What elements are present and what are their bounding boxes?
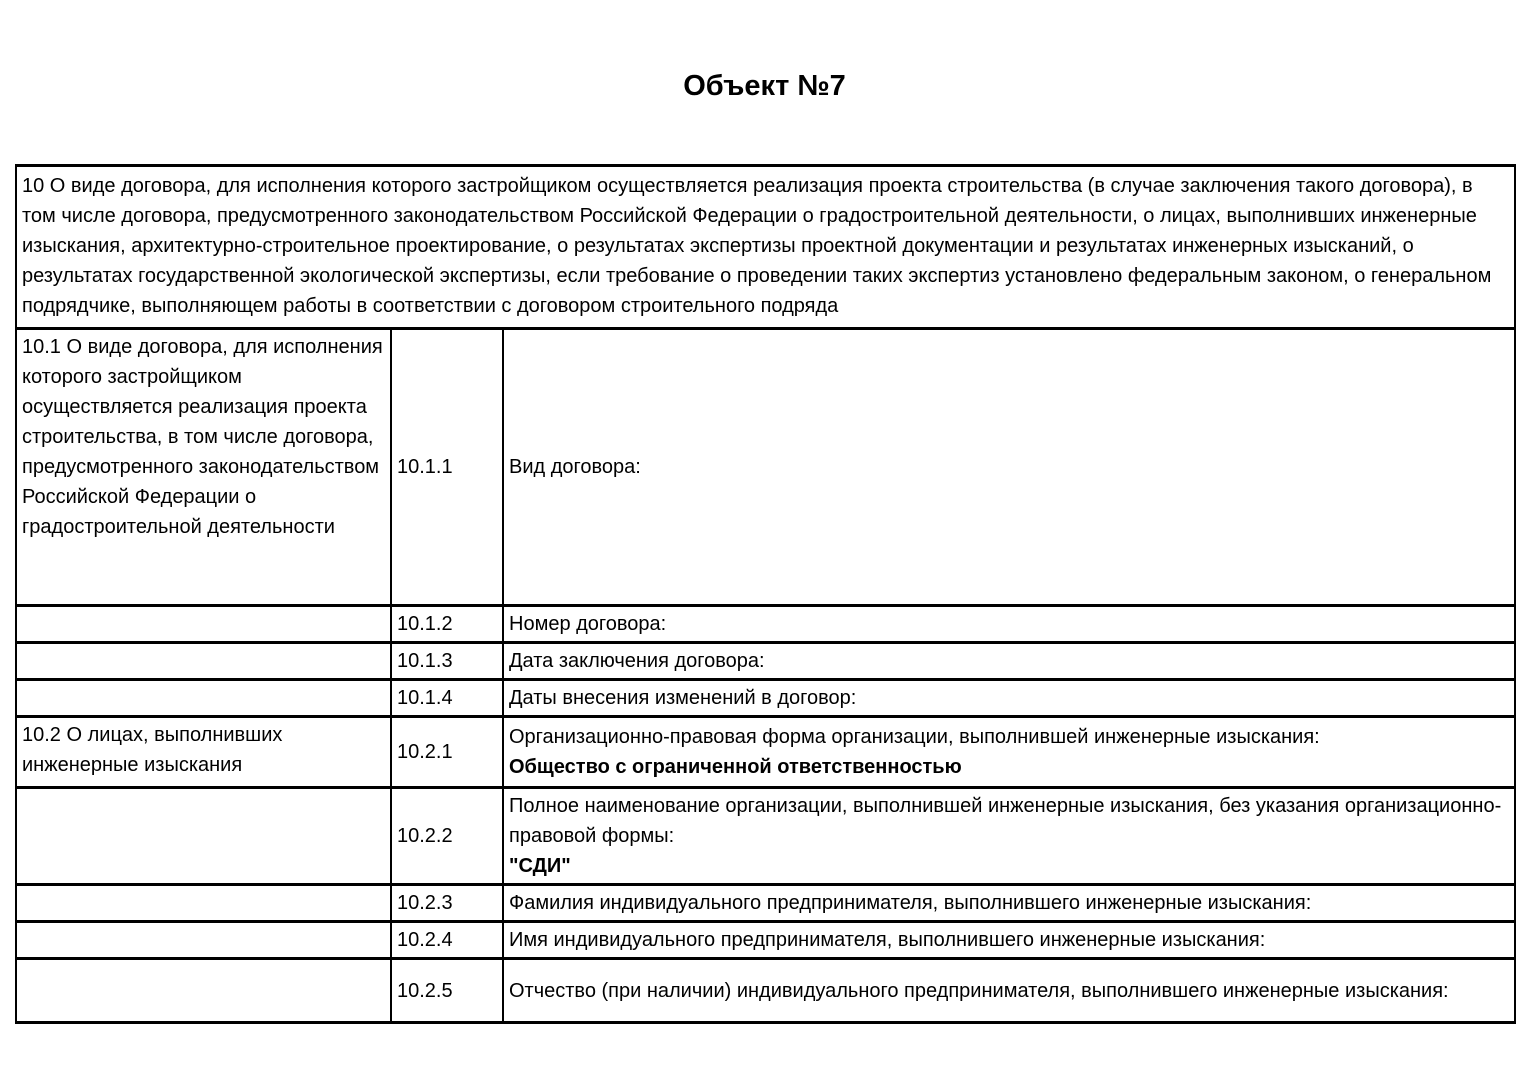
table-row [16, 680, 1515, 717]
label-cell [503, 788, 1515, 885]
section-cell [16, 680, 391, 717]
field-label: Вид договора: [509, 456, 641, 478]
label-cell [503, 959, 1515, 1023]
label-cell [503, 885, 1515, 922]
section-cell [16, 606, 391, 643]
table-row [16, 717, 1515, 788]
field-label: Полное наименование организации, выполнившей инженерные изыскания, без указания организационно-правовой формы: [509, 795, 1502, 847]
field-label: Даты внесения изменений в договор: [509, 687, 857, 709]
field-label: Номер договора: [509, 613, 667, 635]
field-value: "СДИ" [509, 855, 571, 877]
page-title: Объект №7 [683, 70, 846, 102]
section-10-header-text: 10 О виде договора, для исполнения которого застройщиком осуществляется реализация проекта строительства (в случае заключения такого договора), в том числе договора, предусмотренного законодательством Российской Федерации о градостроительной деятельности, о лицах, выполнивших инженерные изыскания, архитектурно-строительное проектирование, о результатах экспертизы проектной документации и результатах инженерных изысканий, о результатах государственной экологической экспертизы, если требование о проведении таких экспертиз установлено федеральным законом, о генеральном подрядчике, выполняющем работы в соответствии с договором строительного подряда [16, 166, 1515, 329]
section-cell [16, 643, 391, 680]
field-label: Фамилия индивидуального предпринимателя, выполнившего инженерные изыскания: [509, 892, 1312, 914]
code-cell: 10.2.2 [391, 788, 503, 885]
field-label: Организационно-правовая форма организации, выполнившей инженерные изыскания: [509, 726, 1320, 748]
label-cell [503, 717, 1515, 788]
label-cell [503, 606, 1515, 643]
table-row [16, 885, 1515, 922]
table-row [16, 959, 1515, 1023]
section-cell [16, 788, 391, 885]
field-label: Дата заключения договора: [509, 650, 765, 672]
table-row [16, 643, 1515, 680]
table-row [16, 922, 1515, 959]
code-cell: 10.1.1 [391, 329, 503, 606]
label-cell [503, 680, 1515, 717]
section-cell [16, 959, 391, 1023]
code-cell: 10.2.3 [391, 885, 503, 922]
field-label: Отчество (при наличии) индивидуального предпринимателя, выполнившего инженерные изыскания: [509, 979, 1449, 1002]
section-cell: 10.2 О лицах, выполнивших инженерные изыскания [16, 717, 391, 788]
code-cell: 10.1.2 [391, 606, 503, 643]
table-row [16, 606, 1515, 643]
code-cell: 10.1.3 [391, 643, 503, 680]
section-cell [16, 885, 391, 922]
disclosure-table [15, 164, 1516, 1024]
code-cell: 10.2.5 [391, 959, 503, 1023]
field-label: Имя индивидуального предпринимателя, выполнившего инженерные изыскания: [509, 929, 1266, 951]
label-cell [503, 329, 1515, 606]
field-value: Общество с ограниченной ответственностью [509, 756, 962, 778]
code-cell: 10.2.1 [391, 717, 503, 788]
code-cell: 10.1.4 [391, 680, 503, 717]
table-row [16, 788, 1515, 885]
table-row [16, 329, 1515, 606]
label-cell [503, 922, 1515, 959]
code-cell: 10.2.4 [391, 922, 503, 959]
label-cell [503, 643, 1515, 680]
section-cell: 10.1 О виде договора, для исполнения которого застройщиком осуществляется реализация проекта строительства, в том числе договора, предусмотренного законодательством Российской Федерации о градостроительной деятельности [16, 329, 391, 606]
section-10-header-row [16, 166, 1515, 329]
section-cell [16, 922, 391, 959]
